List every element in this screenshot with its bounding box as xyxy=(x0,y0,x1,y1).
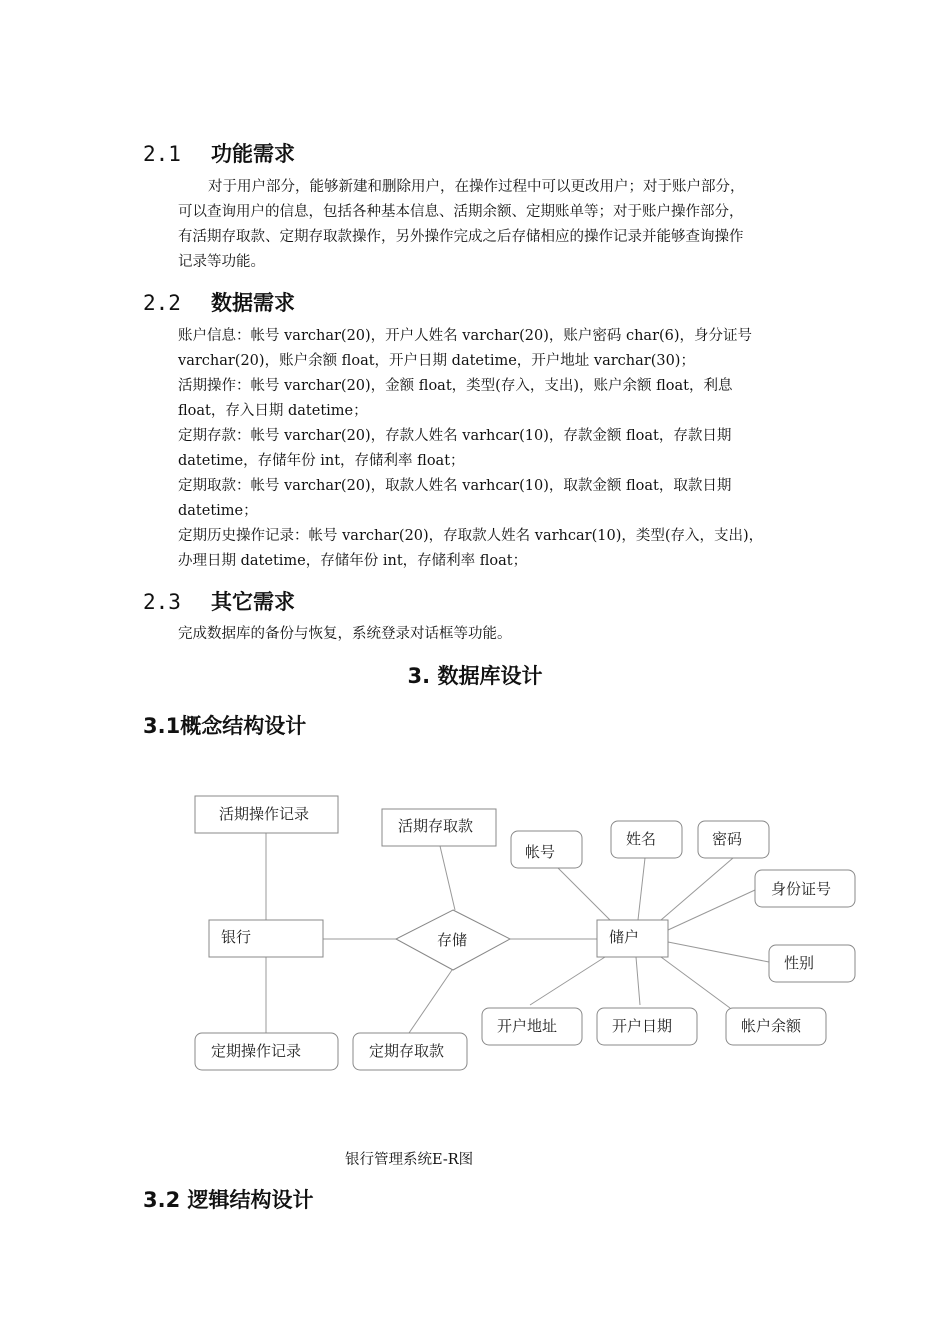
connector-line xyxy=(530,957,605,1005)
connector-line xyxy=(638,858,645,920)
text-line: 定期历史操作记录：帐号 varchar(20)，存取款人姓名 varhcar(10)，类型(存入，支出)， xyxy=(178,528,764,544)
attr-name xyxy=(611,821,682,858)
connector-line xyxy=(661,858,733,920)
attribute-label: 活期存取款 xyxy=(398,817,474,835)
relationship-label: 存储 xyxy=(437,931,468,949)
connector-line xyxy=(440,846,455,910)
section-2-2-heading xyxy=(143,287,295,317)
text-line: varchar(20)，账户余额 float，开户日期 datetime，开户地址 varchar(30)； xyxy=(178,353,695,369)
attribute-label: 帐户余额 xyxy=(741,1017,802,1035)
text-line: datetime，存储年份 int，存储利率 float； xyxy=(178,453,465,469)
section-number: 2.1 xyxy=(143,142,181,166)
attr-password xyxy=(698,821,769,858)
connector-line xyxy=(668,942,769,962)
attribute-label: 身份证号 xyxy=(771,880,832,898)
attr-balance xyxy=(726,1008,826,1045)
entity-current-record xyxy=(195,796,338,833)
attribute-label: 性别 xyxy=(784,954,815,972)
attribute-label: 开户日期 xyxy=(612,1017,673,1035)
entity-depositor xyxy=(597,920,668,957)
section-title: 功能需求 xyxy=(211,142,295,166)
text-line: datetime； xyxy=(178,503,258,519)
section-number: 2.2 xyxy=(143,291,181,315)
attribute-label: 定期存取款 xyxy=(369,1042,445,1060)
connector-line xyxy=(636,957,640,1005)
text-line: 完成数据库的备份与恢复，系统登录对话框等功能。 xyxy=(178,626,512,642)
connector-line xyxy=(668,890,755,930)
er-diagram xyxy=(0,780,950,1090)
section-2-1-paragraph xyxy=(178,175,803,275)
entity-bank xyxy=(209,920,323,957)
section-2-3-heading xyxy=(143,586,295,616)
section-number: 2.3 xyxy=(143,590,181,614)
entity-label: 定期操作记录 xyxy=(211,1042,302,1060)
entity-fixed-record xyxy=(195,1033,338,1070)
attr-gender xyxy=(769,945,855,982)
relationship-storage xyxy=(396,910,510,970)
attribute-label: 姓名 xyxy=(626,830,657,848)
text-line: 办理日期 datetime，存储年份 int，存储利率 float； xyxy=(178,553,528,569)
text-line: 可以查询用户的信息，包括各种基本信息、活期余额、定期账单等；对于账户操作部分， xyxy=(178,204,744,220)
entity-label: 银行 xyxy=(221,928,252,946)
attr-open-date xyxy=(597,1008,697,1045)
text-line: 账户信息：帐号 varchar(20)，开户人姓名 varchar(20)，账户密码 char(6)，身分证号 xyxy=(178,328,753,344)
attr-account xyxy=(511,831,582,868)
attribute-label: 开户地址 xyxy=(497,1017,558,1035)
section-2-2-paragraph xyxy=(178,324,803,574)
attribute-label: 密码 xyxy=(712,830,743,848)
section-2-1-heading xyxy=(143,138,295,168)
figure-caption: 银行管理系统E-R图 xyxy=(345,1152,474,1168)
entity-label: 活期操作记录 xyxy=(219,805,310,823)
connector-line xyxy=(409,970,452,1033)
attr-current-deposit xyxy=(382,809,496,846)
text-line: 活期操作：帐号 varchar(20)，金额 float，类型(存入，支出)，账户余额 float，利息 xyxy=(178,378,733,394)
section-2-3-paragraph xyxy=(178,622,803,647)
attr-open-address xyxy=(482,1008,582,1045)
attribute-label: 帐号 xyxy=(525,843,556,861)
section-3-1-heading: 3.1概念结构设计 xyxy=(143,714,307,738)
text-line: 有活期存取款、定期存取款操作，另外操作完成之后存储相应的操作记录并能够查询操作 xyxy=(178,229,744,245)
section-3-2-heading: 3.2 逻辑结构设计 xyxy=(143,1188,314,1212)
text-line: float，存入日期 datetime； xyxy=(178,403,368,419)
text-line: 对于用户部分，能够新建和删除用户，在操作过程中可以更改用户；对于账户部分， xyxy=(208,179,745,195)
chapter-3-heading: 3. 数据库设计 xyxy=(407,664,543,688)
text-line: 定期取款：帐号 varchar(20)，取款人姓名 varhcar(10)，取款金额 float，取款日期 xyxy=(178,478,732,494)
connector-line xyxy=(661,957,730,1008)
entity-label: 储户 xyxy=(609,928,640,946)
text-line: 定期存款：帐号 varchar(20)，存款人姓名 varhcar(10)，存款金额 float，存款日期 xyxy=(178,428,732,444)
attr-fixed-deposit xyxy=(353,1033,467,1070)
attr-id-card xyxy=(755,870,855,907)
connector-line xyxy=(556,866,610,920)
text-line: 记录等功能。 xyxy=(178,254,265,270)
section-title: 数据需求 xyxy=(211,291,295,315)
section-title: 其它需求 xyxy=(211,590,295,614)
